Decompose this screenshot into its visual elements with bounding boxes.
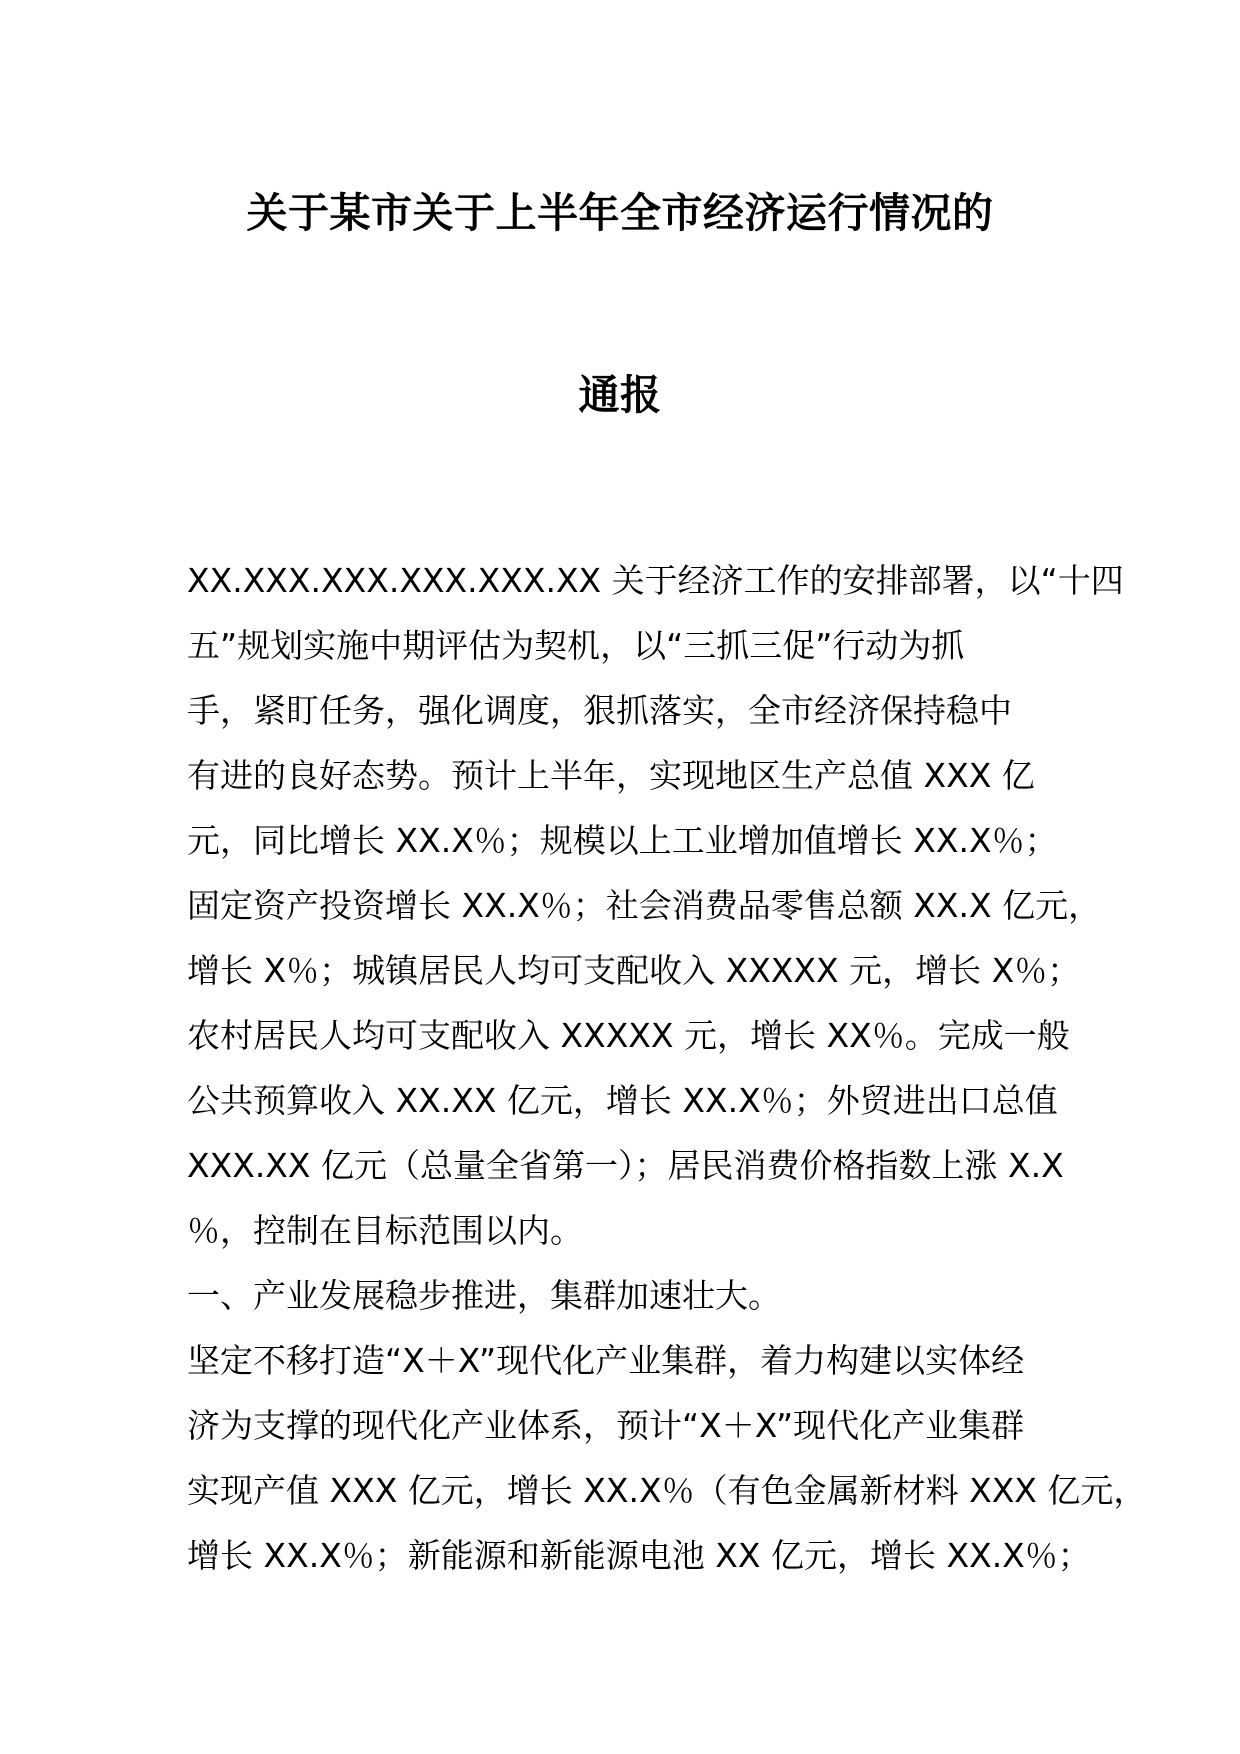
body-line: 手，紧盯任务，强化调度，狠抓落实，全市经济保持稳中 [187,691,1012,730]
body-line: XX.XXX.XXX.XXX.XXX.XX 关于经济工作的安排部署，以“十四 [187,561,1124,600]
section-heading: 一、产业发展稳步推进，集群加速壮大。 [187,1276,781,1315]
body-line: XXX.XX 亿元（总量全省第一）；居民消费价格指数上涨 X.X [187,1146,1064,1185]
body-line: 实现产值 XXX 亿元，增长 XX.X％（有色金属新材料 XXX 亿元， [187,1471,1147,1510]
document-body [187,548,1147,1588]
body-line: 公共预算收入 XX.XX 亿元，增长 XX.X％；外贸进出口总值 [187,1081,1058,1120]
body-line: 增长 X％；城镇居民人均可支配收入 XXXXX 元，增长 X％； [187,951,1081,990]
document-title-line-2: 通报 [578,371,662,419]
body-line: 农村居民人均可支配收入 XXXXX 元，增长 XX％。完成一般 [187,1016,1070,1055]
body-line: 固定资产投资增长 XX.X％；社会消费品零售总额 XX.X 亿元， [187,886,1102,925]
body-line: 元，同比增长 XX.X％；规模以上工业增加值增长 XX.X％； [187,821,1058,860]
body-line: 济为支撑的现代化产业体系，预计“X＋X”现代化产业集群 [187,1406,1025,1445]
body-line: 增长 XX.X％；新能源和新能源电池 XX 亿元，增长 XX.X％； [187,1536,1091,1575]
body-line: 有进的良好态势。预计上半年，实现地区生产总值 XXX 亿 [187,756,1035,795]
document-title-line-1: 关于某市关于上半年全市经济运行情况的 [246,189,994,237]
body-line: ％，控制在目标范围以内。 [187,1211,583,1250]
body-line: 坚定不移打造“X＋X”现代化产业集群，着力构建以实体经 [187,1341,1025,1380]
body-line: 五”规划实施中期评估为契机，以“三抓三促”行动为抓 [187,626,965,665]
